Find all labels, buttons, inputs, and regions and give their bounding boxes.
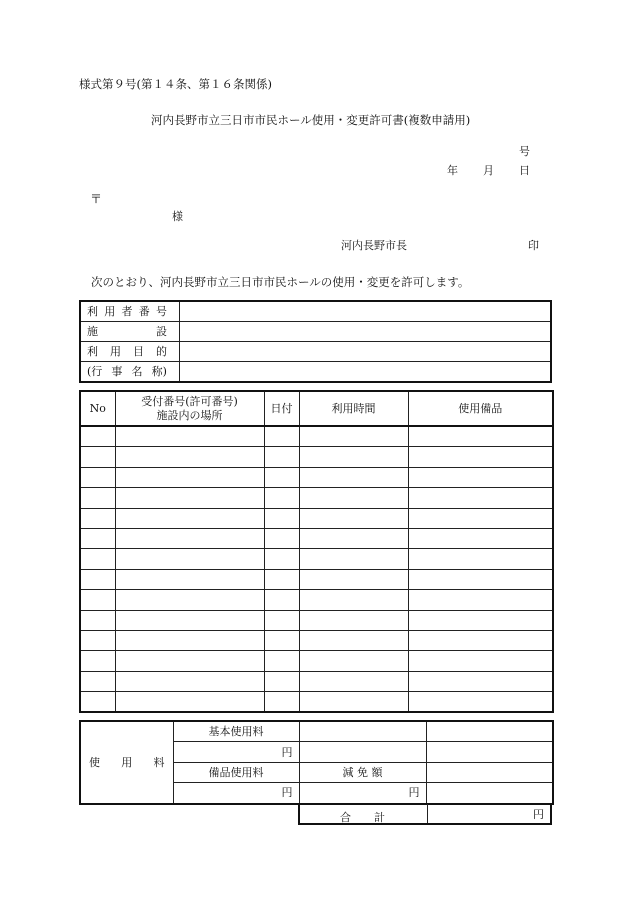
user-number-label: 利 用 者 番 号 bbox=[80, 301, 180, 322]
cell[interactable] bbox=[264, 549, 299, 569]
header-receipt bbox=[115, 391, 264, 426]
fee-row bbox=[80, 721, 553, 742]
cell[interactable] bbox=[299, 590, 408, 610]
cell[interactable] bbox=[408, 630, 553, 650]
fee-cell[interactable] bbox=[299, 721, 426, 742]
cell[interactable] bbox=[299, 488, 408, 508]
cell[interactable] bbox=[80, 508, 115, 528]
cell[interactable] bbox=[264, 651, 299, 671]
table-row bbox=[80, 610, 553, 630]
cell[interactable] bbox=[80, 467, 115, 487]
table-row bbox=[80, 426, 553, 447]
purpose-label: 利 用 目 的 bbox=[80, 342, 180, 362]
cell[interactable] bbox=[115, 508, 264, 528]
info-row-user-number bbox=[80, 301, 551, 322]
cell[interactable] bbox=[80, 569, 115, 589]
header-no: No bbox=[80, 391, 115, 426]
cell[interactable] bbox=[408, 467, 553, 487]
cell[interactable] bbox=[80, 590, 115, 610]
cell[interactable] bbox=[408, 569, 553, 589]
date-year: 年 bbox=[447, 164, 458, 177]
table-row bbox=[80, 692, 553, 713]
cell[interactable] bbox=[115, 528, 264, 548]
cell[interactable] bbox=[115, 426, 264, 447]
cell[interactable] bbox=[408, 610, 553, 630]
cell[interactable] bbox=[264, 569, 299, 589]
usage-fee-label: 使 用 料 bbox=[80, 721, 173, 804]
cell[interactable] bbox=[80, 549, 115, 569]
table-row bbox=[80, 528, 553, 548]
cell[interactable] bbox=[299, 467, 408, 487]
cell[interactable] bbox=[299, 651, 408, 671]
cell[interactable] bbox=[115, 447, 264, 467]
postal-mark: 〒 bbox=[90, 192, 103, 206]
cell[interactable] bbox=[408, 590, 553, 610]
cell[interactable] bbox=[264, 528, 299, 548]
cell[interactable] bbox=[299, 692, 408, 713]
cell[interactable] bbox=[80, 488, 115, 508]
cell[interactable] bbox=[299, 569, 408, 589]
fee-table bbox=[79, 720, 554, 805]
date-month: 月 bbox=[483, 164, 494, 177]
usage-table-header bbox=[80, 391, 553, 426]
cell[interactable] bbox=[299, 426, 408, 447]
document-title: 河内長野市立三日市市民ホール使用・変更許可書(複数申請用) bbox=[151, 113, 471, 127]
event-name-label: (行 事 名 称) bbox=[80, 362, 180, 383]
fee-cell[interactable] bbox=[426, 721, 553, 742]
table-row bbox=[80, 467, 553, 487]
cell[interactable] bbox=[264, 590, 299, 610]
cell[interactable] bbox=[80, 528, 115, 548]
table-row bbox=[80, 549, 553, 569]
cell[interactable] bbox=[80, 630, 115, 650]
table-row bbox=[80, 508, 553, 528]
total-divider bbox=[427, 804, 428, 823]
cell[interactable] bbox=[264, 610, 299, 630]
cell[interactable] bbox=[115, 590, 264, 610]
cell[interactable] bbox=[80, 671, 115, 691]
total-label: 合 計 bbox=[340, 811, 385, 824]
equipment-fee-amount[interactable]: 円 bbox=[173, 783, 299, 804]
info-row-facility bbox=[80, 322, 551, 342]
header-receipt-line1: 受付番号(許可番号) bbox=[141, 394, 238, 408]
user-number-field[interactable] bbox=[180, 301, 552, 322]
cell[interactable] bbox=[408, 692, 553, 713]
facility-field[interactable] bbox=[180, 322, 552, 342]
fee-cell[interactable] bbox=[426, 762, 553, 782]
header-equipment: 使用備品 bbox=[408, 391, 553, 426]
cell[interactable] bbox=[115, 488, 264, 508]
cell[interactable] bbox=[299, 447, 408, 467]
cell[interactable] bbox=[264, 467, 299, 487]
cell[interactable] bbox=[264, 508, 299, 528]
table-row bbox=[80, 630, 553, 650]
seal-mark: 印 bbox=[528, 239, 539, 252]
cell[interactable] bbox=[264, 426, 299, 447]
date-day: 日 bbox=[519, 164, 530, 177]
cell[interactable] bbox=[115, 610, 264, 630]
cell[interactable] bbox=[299, 610, 408, 630]
table-row bbox=[80, 590, 553, 610]
cell[interactable] bbox=[408, 508, 553, 528]
cell[interactable] bbox=[299, 671, 408, 691]
info-row-purpose bbox=[80, 342, 551, 362]
fee-cell[interactable] bbox=[426, 783, 553, 804]
cell[interactable] bbox=[408, 528, 553, 548]
fee-cell[interactable] bbox=[426, 742, 553, 762]
cell[interactable] bbox=[299, 630, 408, 650]
addressee-honorific: 様 bbox=[172, 210, 183, 223]
form-reference: 様式第９号(第１４条、第１６条関係) bbox=[79, 77, 272, 91]
cell[interactable] bbox=[408, 549, 553, 569]
cell[interactable] bbox=[115, 549, 264, 569]
body-text: 次のとおり、河内長野市立三日市市民ホールの使用・変更を許可します。 bbox=[91, 275, 470, 289]
cell[interactable] bbox=[408, 426, 553, 447]
cell[interactable] bbox=[115, 671, 264, 691]
cell[interactable] bbox=[299, 528, 408, 548]
cell[interactable] bbox=[264, 671, 299, 691]
cell[interactable] bbox=[408, 671, 553, 691]
cell[interactable] bbox=[299, 508, 408, 528]
usage-table bbox=[79, 390, 554, 713]
cell[interactable] bbox=[115, 630, 264, 650]
cell[interactable] bbox=[264, 692, 299, 713]
cell[interactable] bbox=[80, 610, 115, 630]
basic-fee-label: 基本使用料 bbox=[173, 721, 299, 742]
header-date: 日付 bbox=[264, 391, 299, 426]
table-row bbox=[80, 651, 553, 671]
issuer-name: 河内長野市長 bbox=[341, 239, 407, 252]
cell[interactable] bbox=[264, 488, 299, 508]
fee-cell[interactable] bbox=[299, 742, 426, 762]
header-time: 利用時間 bbox=[299, 391, 408, 426]
cell[interactable] bbox=[408, 488, 553, 508]
cell[interactable] bbox=[299, 549, 408, 569]
event-name-field[interactable] bbox=[180, 362, 552, 383]
cell[interactable] bbox=[264, 630, 299, 650]
reduction-amount[interactable]: 円 bbox=[299, 783, 426, 804]
cell[interactable] bbox=[80, 692, 115, 713]
reduction-label: 減 免 額 bbox=[299, 762, 426, 782]
equipment-fee-label: 備品使用料 bbox=[173, 762, 299, 782]
cell[interactable] bbox=[80, 447, 115, 467]
header-receipt-line2: 施設内の場所 bbox=[156, 408, 223, 422]
purpose-field[interactable] bbox=[180, 342, 552, 362]
total-box bbox=[298, 803, 552, 825]
cell[interactable] bbox=[80, 426, 115, 447]
total-amount[interactable]: 円 bbox=[533, 808, 544, 821]
info-row-event-name bbox=[80, 362, 551, 383]
cell[interactable] bbox=[115, 467, 264, 487]
cell[interactable] bbox=[115, 651, 264, 671]
number-label: 号 bbox=[519, 145, 530, 158]
table-row bbox=[80, 488, 553, 508]
table-row bbox=[80, 447, 553, 467]
cell[interactable] bbox=[80, 651, 115, 671]
cell[interactable] bbox=[264, 447, 299, 467]
cell[interactable] bbox=[115, 692, 264, 713]
applicant-info-table bbox=[79, 300, 552, 383]
cell[interactable] bbox=[408, 447, 553, 467]
cell[interactable] bbox=[408, 651, 553, 671]
basic-fee-amount[interactable]: 円 bbox=[173, 742, 299, 762]
cell[interactable] bbox=[115, 569, 264, 589]
table-row bbox=[80, 569, 553, 589]
facility-label: 施 設 bbox=[80, 322, 180, 342]
table-row bbox=[80, 671, 553, 691]
